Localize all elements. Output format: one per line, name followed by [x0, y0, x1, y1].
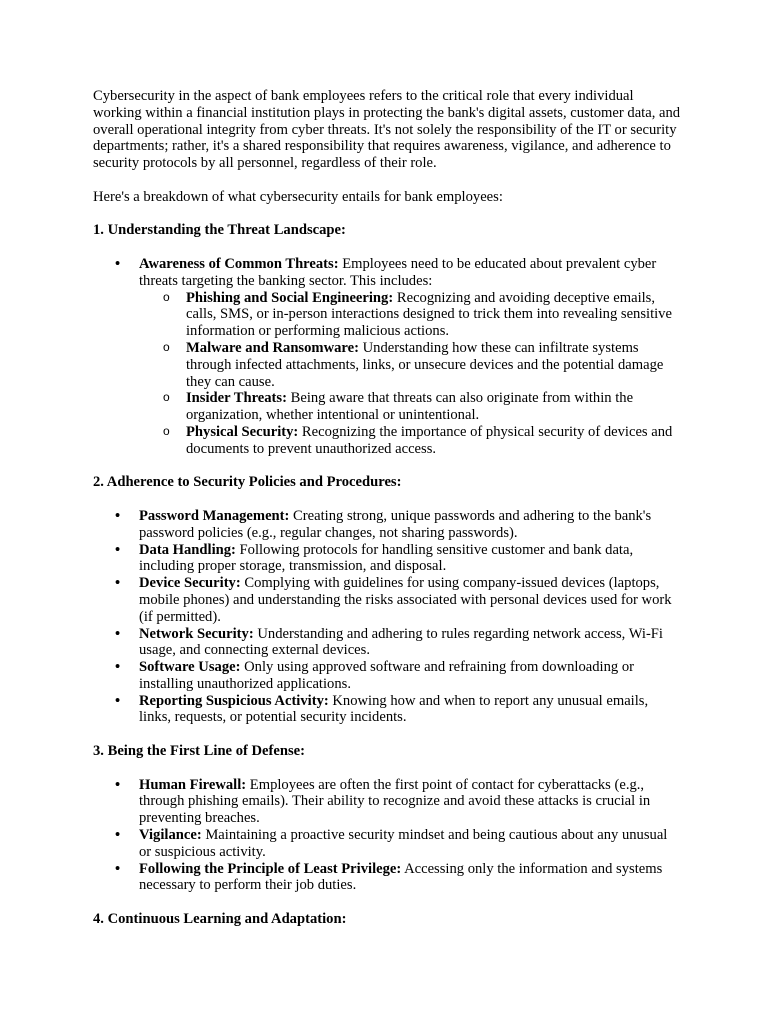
bullet-marker: • [115, 659, 121, 676]
item-term: Following the Principle of Least Privilege: [139, 860, 402, 877]
sub-bullet-marker: o [163, 423, 170, 438]
list-item [115, 575, 683, 625]
bullet-marker: • [115, 541, 121, 558]
sub-item-text: Recognizing the importance of physical security of devices and documents to prevent unauthorized access. [186, 423, 673, 457]
bullet-marker: • [115, 575, 121, 592]
item-term: Software Usage: [139, 659, 241, 676]
sub-item-text: Understanding how these can infiltrate systems through infected attachments, links, or unsecure devices and the potential damage they can cause. [186, 339, 664, 390]
sub-bullet-marker: o [163, 289, 170, 304]
document-page [93, 88, 683, 945]
sub-list-item [163, 423, 683, 458]
section-heading: 2. Adherence to Security Policies and Procedures: [93, 474, 402, 491]
bullet-marker: • [115, 860, 121, 877]
sub-item-text: Recognizing and avoiding deceptive emails, calls, SMS, or in-person interactions designed to trick them into revealing sensitive information or performing malicious actions. [186, 289, 672, 340]
item-text: Complying with guidelines for using company-issued devices (laptops, mobile phones) and understanding the risks associated with personal devices used for work (if permitted). [139, 575, 672, 625]
item-term: Data Handling: [139, 541, 236, 558]
list-item [115, 659, 683, 693]
item-text: Understanding and adhering to rules regarding network access, Wi-Fi usage, and connecting external devices. [139, 625, 663, 659]
list-item [115, 507, 683, 542]
sub-bullet-marker: o [163, 339, 170, 354]
sub-item-text: Being aware that threats can also originate from within the organization, whether intentional or unintentional. [186, 390, 634, 424]
item-text: Knowing how and when to report any unusual emails, links, requests, or potential security incidents. [139, 692, 649, 726]
intro-paragraph: Cybersecurity in the aspect of bank employees refers to the critical role that every individual working within a financial institution plays in protecting the bank's digital assets, customer data, and overall operational integrity from cyber threats. It's not solely the responsibility of the IT or security departments; rather, it's a shared responsibility that requires awareness, vigilance, and adherence to security protocols by all personnel, regardless of their role. [93, 88, 681, 172]
item-term: Device Security: [139, 575, 241, 592]
item-term: Reporting Suspicious Activity: [139, 692, 329, 709]
list-item [115, 692, 683, 727]
section-heading: 1. Understanding the Threat Landscape: [93, 222, 346, 239]
item-term: Awareness of Common Threats: [139, 255, 339, 272]
item-text: Creating strong, unique passwords and adhering to the bank's password policies (e.g., regular changes, not sharing passwords). [139, 507, 652, 541]
bullet-list [93, 777, 683, 895]
sub-list-item [163, 390, 683, 424]
bullet-marker: • [115, 776, 121, 793]
sub-list-item [163, 289, 683, 340]
item-text: Employees need to be educated about prevalent cyber threats targeting the banking sector. This includes: [139, 255, 657, 289]
list-item [115, 625, 683, 660]
sub-bullet-list [139, 290, 683, 458]
list-item [115, 827, 683, 861]
item-text: Accessing only the information and systems necessary to perform their job duties. [139, 860, 663, 894]
bullet-marker: • [115, 507, 121, 524]
sub-item-term: Phishing and Social Engineering: [186, 289, 394, 306]
list-item [115, 255, 683, 458]
section-heading: 3. Being the First Line of Defense: [93, 743, 305, 760]
item-text: Following protocols for handling sensitive customer and bank data, including proper storage, transmission, and disposal. [139, 541, 634, 575]
list-item [115, 541, 683, 576]
list-item [115, 776, 683, 827]
bullet-marker: • [115, 827, 121, 844]
bullet-list [93, 508, 683, 726]
sub-item-term: Insider Threats: [186, 390, 287, 407]
sub-bullet-marker: o [163, 390, 170, 405]
sub-list-item [163, 339, 683, 390]
bullet-marker: • [115, 692, 121, 709]
bullet-marker: • [115, 255, 121, 272]
sub-item-term: Physical Security: [186, 423, 299, 440]
intro-lead: Here's a breakdown of what cybersecurity entails for bank employees: [93, 188, 503, 205]
item-text: Only using approved software and refraining from downloading or installing unauthorized applications. [139, 659, 634, 692]
item-term: Password Management: [139, 507, 290, 524]
list-item [115, 860, 683, 895]
bullet-marker: • [115, 625, 121, 642]
item-term: Network Security: [139, 625, 254, 642]
sub-item-term: Malware and Ransomware: [186, 339, 359, 356]
section-heading: 4. Continuous Learning and Adaptation: [93, 911, 347, 928]
item-term: Human Firewall: [139, 776, 247, 793]
bullet-list [93, 256, 683, 458]
item-term: Vigilance: [139, 827, 202, 844]
item-text: Employees are often the first point of contact for cyberattacks (e.g., through phishing emails). Their ability to recognize and avoid these attacks is crucial in preventing breaches. [139, 776, 651, 827]
item-text: Maintaining a proactive security mindset and being cautious about any unusual or suspicious activity. [139, 827, 668, 860]
